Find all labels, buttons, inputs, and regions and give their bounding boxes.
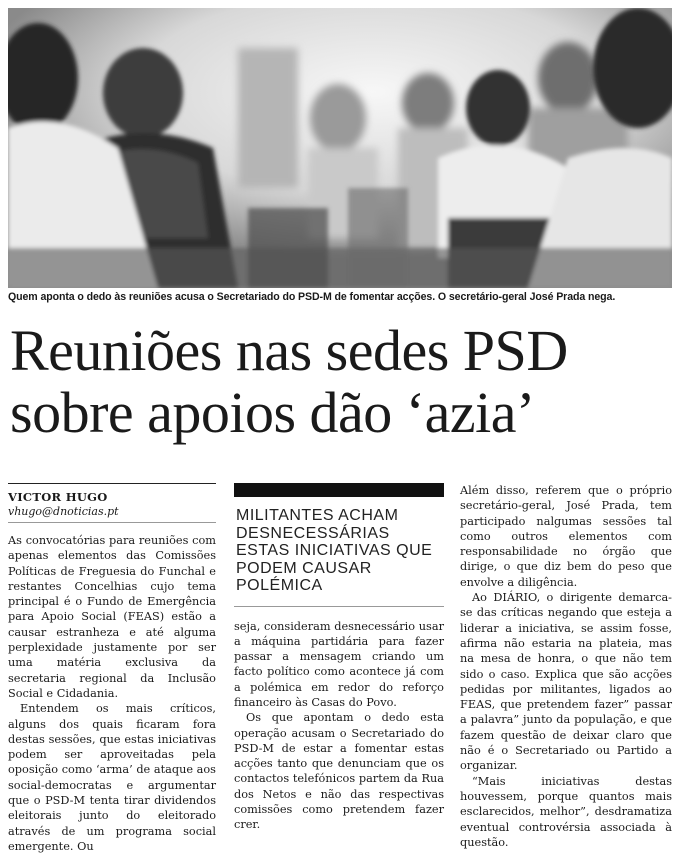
byline-email[interactable]: vhugo@dnoticias.pt [8,505,119,518]
byline-divider [8,522,216,523]
article-column-2 [234,483,444,833]
article-photo [8,8,672,288]
column-3-text [460,483,672,850]
paragraph: “Mais iniciativas destas houvessem, porque quantos mais esclarecidos, melhor”, desdramatiza eventual controvérsia associada à questão. [460,774,672,849]
column-1-text [8,533,216,854]
pull-quote-divider [234,606,444,607]
column-2-text [234,619,444,833]
headline-line-2: sobre apoios dão ‘azia’ [10,380,535,445]
paragraph: Além disso, referem que o próprio secretário-geral, José Prada, tem participado nalgumas sessões tal como outros elementos com responsabilidade no órgão que dirige, o que diz bem do peso que envolve a diligência. [460,484,672,589]
photo-caption: Quem aponta o dedo às reuniões acusa o Secretariado do PSD-M de fomentar acções. O secretário-geral José Prada nega. [8,291,616,303]
paragraph: As convocatórias para reuniões com apenas elementos das Comissões Políticas de Freguesia do Funchal e restantes Concelhias cujo tema principal é o Fundo de Emergência para Apoio Social (FEAS) estão a causar estranheza e até alguma perplexidade justamente por ser uma matéria exclusiva da secretaria regional da Inclusão Social e Cidadania. [8,534,216,700]
column-divider [8,483,216,484]
headline-line-1: Reuniões nas sedes PSD [10,318,568,383]
headline [10,320,674,444]
paragraph: Entendem os mais críticos, alguns dos quais ficaram fora destas sessões, que estas iniciativas podem ser aproveitadas pela oposição como ‘arma’ de ataque aos social-democratas e argumentar que o PSD-M tenta tirar dividendos eleitorais junto do eleitorado através de um programa social emergente. Ou [8,702,216,853]
pull-quote-bar [234,483,444,497]
paragraph: Os que apontam o dedo esta operação acusam o Secretariado do PSD-M de estar a fomentar estas acções tanto que denunciam que os contactos telefónicos partem da Rua dos Netos e não das respectivas comissões como pretendem fazer crer. [234,711,444,832]
article-column-3 [460,483,672,850]
pull-quote: MILITANTES ACHAM DESNECESSÁRIAS ESTAS INICIATIVAS QUE PODEM CAUSAR POLÉMICA [236,507,433,594]
paragraph: seja, consideram desnecessário usar a máquina partidária para fazer passar a mensagem criando um facto político como acontece já com a polémica em redor do reforço financeiro às Casas do Povo. [234,619,444,709]
byline-author: VICTOR HUGO [8,490,108,504]
article-column-1 [8,483,216,854]
classroom-meeting-photo-icon [8,8,672,288]
paragraph: Ao DIÁRIO, o dirigente demarca-se das críticas negando que esteja a liderar a iniciativa, se assim fosse, afirma não estaria na plateia, mas na mesa de honra, o que não tem sido o caso. Explica que são acções pedidas por militantes, ligados ao FEAS, que pretendem fazer” passar a palavra” junto da população, e que fazem questão de deixar claro que não é o Secretariado ou Partido a organizar. [460,591,672,773]
